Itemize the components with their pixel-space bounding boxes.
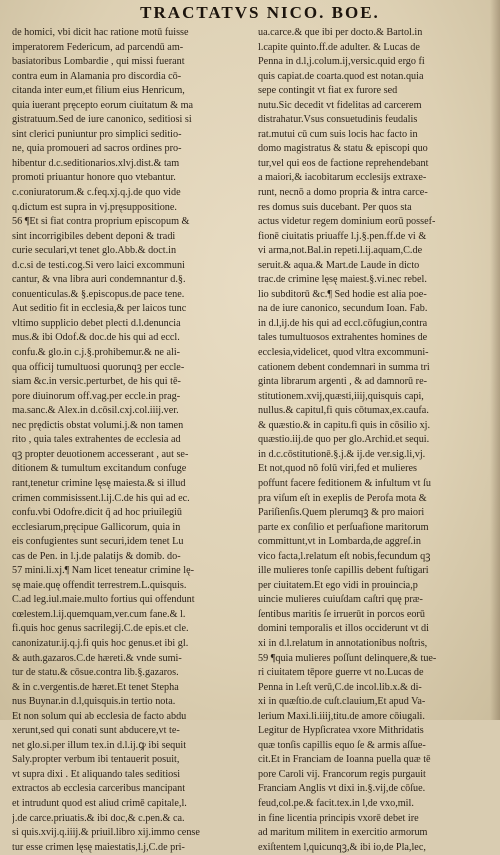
text-line: citanda inter eum,et filium eius Henricum, [12,85,185,97]
text-line: rant,tenetur crimine lęsę maiesta.& si illud [12,477,186,489]
text-line: distrahatur.Vsus consuetudinis feudalis [258,114,418,126]
text-line: sę maie.quę offendit terrestrem.L.quisquis. [12,579,187,591]
text-line: d.c.si de testi.cog.Si vero laici excommuni [12,259,185,271]
text-line: quis capiat.de coarta.quod est notan.quia [258,70,424,82]
text-line: de homici, vbi dicit hac ratione motū fuisse [12,27,189,38]
text-line: Pariſienſis.Quem plerumqꝫ & pro maiori [258,507,425,519]
text-line: seruit.& aqua.& Mart.de Laude in dicto [258,259,420,271]
text-line: qua officij tumultuosi quorunqꝫ per eccle- [12,361,185,373]
text-line: Legitur de Hypſicratea vxore Mithridatis [258,725,424,737]
text-line: mus.& ibi Odof.& doc.de his qui ad eccl. [12,332,180,344]
text-line: fionē ciuitatis priuaffe l.j.§.pen.ff.de vi & [258,230,427,242]
text-line: domini temporalis et illos occiderunt vt di [258,623,429,635]
text-line: lio subditorū &c.¶ Sed hodie est alia poe- [258,288,427,300]
text-line: nutu.Sic decedit vt fidelitas ad carcerem [258,99,422,111]
text-line: rat.mutui cū cum suis locis hac facto in [258,128,418,140]
text-line: Saly.propter verbum ibi tentauerit posuit, [12,754,180,766]
text-line: 57 mini.li.xj.¶ Nam licet teneatur crimine lę- [12,565,194,577]
text-line: xi in quæſtio.de cuſt.clauium,Et apud Va- [258,696,426,708]
text-line: ecclesiarum,pręcipue Gallicorum, quia in [12,521,181,533]
text-line: pore Caroli vij. Francorum regis purgauit [258,768,426,780]
text-line: & in c.vergentis.de hæret.Et tenet Stepha [12,681,179,693]
text-line: Franciam Anglis vt dixi in.§.vij,de cōſue. [258,783,426,795]
text-line: cit.Et in Franciam de Ioanna puella quæ tē [258,754,431,766]
text-line: Et non solum qui ab ecclesia de facto abdu [12,710,187,722]
text-line: sepe contingit vt fiat ex furore sed [258,85,398,97]
text-line: Aut seditio fit in ecclesia,& per laicos tunc [12,303,187,315]
text-line: et intrudunt quod est aliud crimē capitale,l. [12,797,187,809]
text-line: domo magistratus & statu & episcopi quo [258,143,428,155]
text-line: trac.de crimine lęsę maiest.§.vi.nec rebel. [258,274,427,286]
text-line: pra viſum eſt in exeplis de Perofa mota & [258,492,427,504]
page-header [0,3,500,25]
text-line: a maiori,& iacobitarum ecclesijs extraxe- [258,172,427,184]
text-line: Penna in l.eſt verū,C.de incol.lib.x.& di- [258,681,422,693]
text-line: tur esse crimen lęsę maiestatis,l.j,C.de pri- [12,841,185,853]
text-line: canonizatur.ij.q.j.fi quis hoc genus.et ibi gl. [12,637,189,649]
page-edge-shadow [490,0,500,720]
text-line: uincie mulieres cuiuſdam caſtri quę præ- [258,594,423,606]
text-line: ille mulieres tonſe capillis debent fuſtigari [258,565,429,577]
text-line: committunt,vt in Lombarda,de aggreſ.in [258,536,421,548]
text-line: eis confugientes sunt securi,idem tenet Lu [12,536,184,548]
text-line: poffunt facere feditionem & infultum vt ſu [258,477,431,489]
text-line: parte ex conſilio et perſuafione maritorum [258,521,429,533]
text-line: crimen commisissent.l.ij.C.de his qui ad ec. [12,492,190,504]
text-line: 59 ¶quia mulieres poſſunt delinquere,& tue- [258,652,437,664]
text-line: in fine licentia principis vxorē debet ire [258,812,419,824]
text-line: actus videtur regem dominium eorū possef- [258,216,436,228]
running-head: TRACTATVS NICO. BOE. [140,3,380,22]
text-line: sint clerici puniuntur pro simplici seditio- [12,128,182,140]
text-line: quæstio.iij.de quo per glo.Archid.et sequi. [258,434,430,446]
text-line: contra eum in Alamania pro discordia cō- [12,70,182,82]
text-line: & auth.gazaros.C.de hæreti.& vnde sumi- [12,652,182,664]
text-line: extractos ab ecclesia carceribus mancipant [12,783,186,795]
text-line: tur,vel qui eos de factione reprehendebant [258,157,429,169]
text-line: xerunt,sed qui conati sunt abducere,vt te- [12,725,180,737]
text-line: ad maritum militem in exercitio armorum [258,827,428,839]
text-line: fi.quis hoc genus sacrilegij.C.de epis.et cle. [12,623,189,635]
text-line: tur de statu.& cōsue.contra lib.§.gazaros. [12,667,179,679]
text-line: c.coniuratorum.& c.feq.xj.q.j.de quo vide [12,187,181,199]
left-text-column [12,26,240,855]
text-line: ne, quia promoueri ad sacros ordines pro- [12,143,182,155]
text-line: rito , quia tales extrahentes de ecclesia ad [12,434,181,446]
text-line: quia iuerant pręcepto eorum ciuitatum & ma [12,99,194,111]
text-line: lerium Maxi.li.iiij,titu.de amore cōiugali. [258,710,425,722]
text-line: runt, necnō a domo propria & intra carce- [258,187,428,199]
text-line: ua.carce.& que ibi per docto.& Bartol.in [258,27,423,38]
text-line: gistratuum.Sed de iure canonico, seditiosi si [12,114,192,126]
text-line: ditionem & tumultum excitandum confuge [12,463,187,475]
text-line: Et not,quod nō folū viri,fed et mulieres [258,463,418,475]
text-line: hibentur d.c.seditionarios.xlvj.dist.& tam [12,157,180,169]
text-line: l.capite quinto.ff.de adulter. & Lucas de [258,41,420,53]
text-line: tales tumultuosos extrahentes homines de [258,332,428,344]
text-line: q.dictum est supra in vj.pręsuppositione. [12,201,177,213]
text-line: qꝫ propter deuotionem accesserant , aut se- [12,448,189,460]
text-line: si quis.xvij.q.iiij.& priuil.libro xij.immo cense [12,827,200,839]
text-line: confu.& glo.in c.j.§.prohibemur.& ne ali- [12,347,181,359]
text-line: cœlestem.l.ij.quemquam,ver.cum fane.& l. [12,608,186,620]
text-line: na de iure canonico, secundum Ioan. Fab. [258,303,428,315]
text-line: ginta librarum argenti , & ad damnorū re- [258,376,427,388]
text-line: exiſtentem l,quicunqꝫ,& ibi io,de Pla,lec, [258,841,426,853]
text-line: ri ciuitatem tēpore guerre vt no.Lucas de [258,667,424,679]
text-line: conuenticulas.& §.episcopus.de pace tene. [12,288,185,300]
text-line: ecclesia,videlicet, quod vltra excommuni- [258,347,429,359]
text-line: imperatorem Federicum, ad parcendū am- [12,41,184,53]
text-line: per ciuitatem.Et ego vidi in prouincia,p [258,579,418,591]
text-line: 56 ¶Et si fiat contra proprium episcopum & [12,216,190,228]
text-line: in d.l,ij.de his qui ad eccl.cōfugiun,contra [258,317,428,329]
text-line: j.de carce.priuatis.& ibi doc,& c.pen.& ca. [12,812,185,824]
text-line: nec prędictis obstat volumi.j.& non tamen [12,419,184,431]
text-line: net glo.si.per illum tex.in d.l.ij.ꝙ ibi sequit [12,739,187,751]
text-line: vltimo supplicio debet plecti d.l.denuncia [12,317,181,329]
text-line: ſentibus maritis ſe irruerūt in porcos eorū [258,608,425,620]
text-line: basiatoribus Lombardie , qui missi fuerant [12,56,185,68]
text-line: vt supra dixi . Et aliquando tales seditiosi [12,768,181,780]
text-line: vico facta,l.relatum eſt nobis,fecundum qꝫ [258,550,431,562]
text-line: quæ tonſis capillis equo ſe & armis aſſue- [258,739,426,751]
text-line: curie seculari,vt tenet glo.Abb.& doct.in [12,245,177,257]
text-line: cantur, & vna libra auri condemnantur d.§. [12,274,186,286]
text-line: in d.c.cōstitutionē.§.j.& ij.de ver.sig.li,vj. [258,448,426,460]
text-line: confu.vbi Odofre.dicit q̄ ad hoc priuilegiū [12,507,183,519]
text-line: C.ad leg.iul.maie.multo fortius qui offendunt [12,594,195,606]
text-line: nullus.& capitul,fi quis cōtumax,ex.caufa. [258,405,429,417]
text-line: xi in d.l.relatum in annotationibus noſtris, [258,637,428,649]
text-line: ma.sanc.& Alex.in d.cōsil.cxj.col.iiij.ver. [12,405,179,417]
text-line: vi arma,not.Bal.in repeti.l.ij.aquam,C.de [258,245,423,257]
text-line: cas de Pen. in l.j.de palatijs & domib. do- [12,550,181,562]
text-line: & quæstio.& in capitu.fi quis in cōsilio xj. [258,419,431,431]
text-line: pore diuinorum off.vag.per eccle.in prag- [12,390,181,402]
text-line: cationem debent condemnari in summa tri [258,361,430,373]
right-text-column [258,26,492,855]
text-line: nus Buynar.in d.l,quisquis.in tertio nota. [12,696,176,708]
text-line: feud,col.pe.& facit.tex.in l,de vxo,mil. [258,797,414,809]
text-line: promoti priuantur honore quo vtebantur. [12,172,176,184]
text-line: stitutionem.xvij,quæsti,iiij,quisquis capi, [258,390,424,402]
text-line: sint incorrigibiles debent deponi & tradi [12,230,176,242]
text-line: siam &c.in versic.perturbet, de his qui tē- [12,376,181,388]
text-line: res domus suis ducebant. Per quos sta [258,201,412,213]
text-line: Penna in d.l,j.colum.ij,versic.quid ergo fi [258,56,425,68]
